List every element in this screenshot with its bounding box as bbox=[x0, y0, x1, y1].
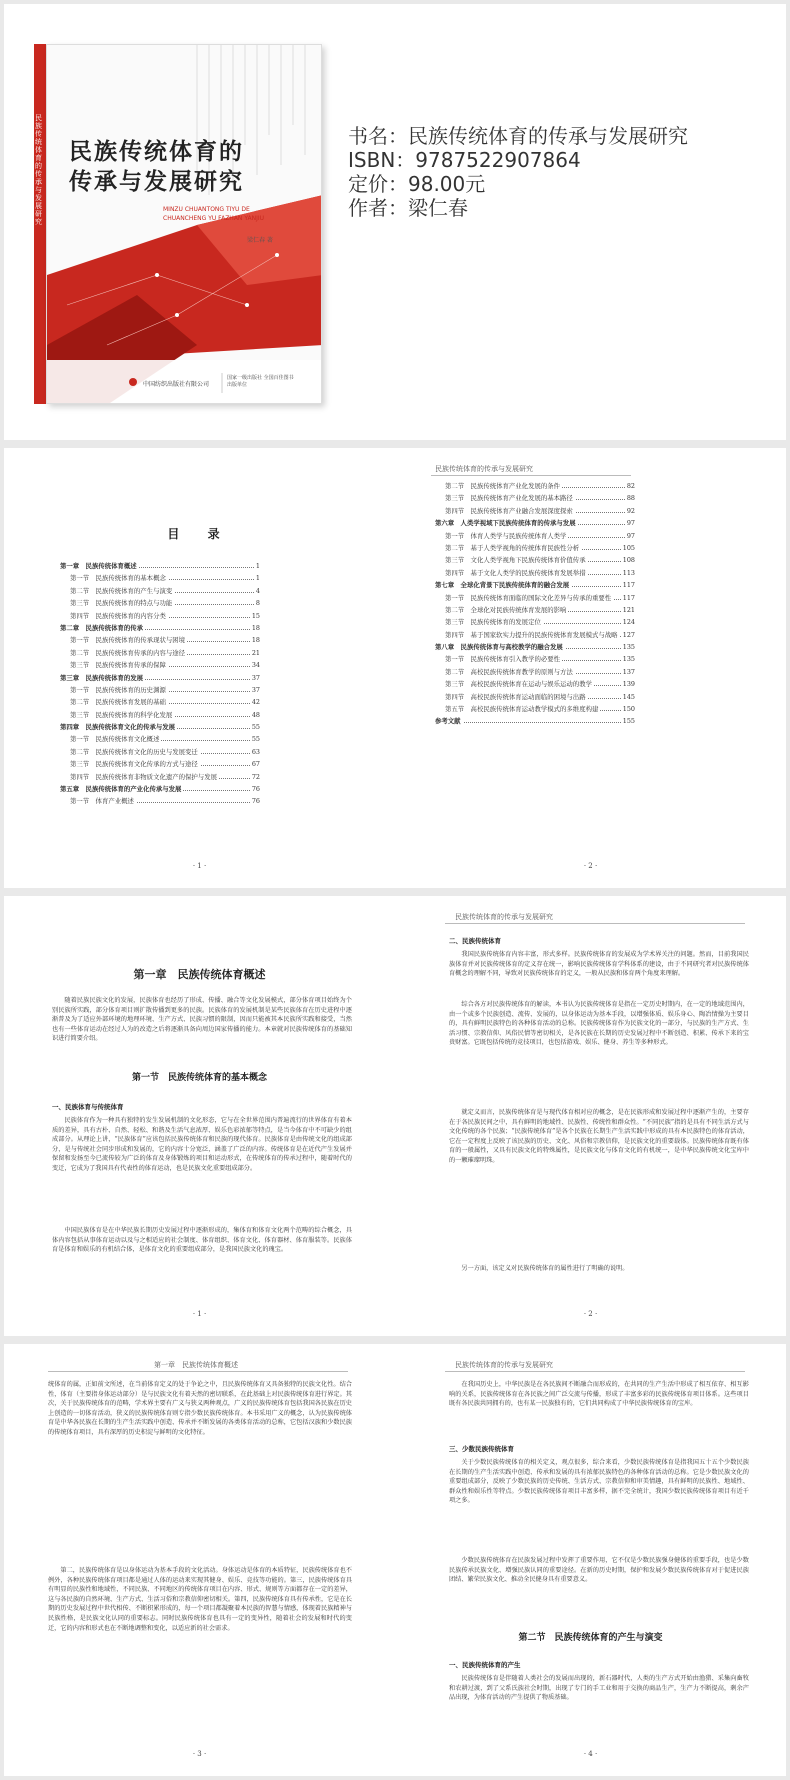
leader-dots bbox=[435, 722, 635, 723]
page-4 bbox=[395, 1344, 786, 1776]
page-1 bbox=[4, 896, 395, 1336]
toc-entry-page: 37 bbox=[250, 684, 260, 696]
toc-entry-label: 第一节 民族传统体育面临的国际文化差异与传承的重要性 bbox=[445, 592, 613, 604]
toc-entry-page: 88 bbox=[625, 492, 635, 504]
toc-section-entry bbox=[60, 758, 260, 770]
header-divider bbox=[431, 475, 631, 476]
subsection-title: 二、民族传统体育 bbox=[449, 937, 501, 945]
toc-entry-page: 55 bbox=[250, 721, 260, 733]
toc-section-entry bbox=[435, 629, 635, 641]
running-header: 第一章 民族传统体育概述 bbox=[154, 1361, 238, 1369]
toc-section-entry bbox=[435, 691, 635, 703]
paragraph: 第二，民族传统体育是以身体运动为基本手段的文化活动。身体运动是体育的本质特征，民族传统体育也不例外，各种民族传统体育项目都是通过人体的运动来实现其健身、娱乐、竞技等功能的。第三，民族传统体育具有明显的民族性和地域性，不同民族、不同地区的传统体育项目在内容、形式、规则等方面都存在一定的差异，这与各民族的自然环境、生产方式、生活习俗和宗教信仰密切相关。第四，民族传统体育具有传承性，它是在长期的历史发展过程中世代相传、不断积累形成的，每一个项目都凝聚着本民族的智慧与情感，体现着民族精神与民族性格，是民族文化认同的重要标志。同时民族传统体育也具有一定的变异性，随着社会的发展和时代的变迁，它的内容和形式也在不断地调整和变化，以适应新的社会需求。 bbox=[48, 1567, 352, 1632]
toc-section-entry bbox=[435, 480, 635, 492]
toc-entry-page: 82 bbox=[625, 480, 635, 492]
toc-entry-page: 139 bbox=[621, 678, 635, 690]
paragraph: 民族体育作为一种具有独特的发生发展机制的文化形态，它与在全世界范围内普遍流行的世界体育有着本质的差异，具有古朴、自然、轻松、和谐及生活气息浓厚、娱乐色彩浓郁等特点，是当今体育中不可缺少的组成部分。从理论上讲，“民族体育”应该包括民族传统体育和民族的现代体育。民族体育是由传统文化的组成部分，是与传统社会同步形成和发展的，它的内容十分宽泛，涵盖了广泛的内容。传统体育是在近代产生发展并保留和发扬至今已流传较为广泛的体育及身体锻炼的项目和运动形式，在传统体育的传承过程中，随着时代的变迁，它成为了我国具有代表性的体育运动，也是民族文化重要组成部分。 bbox=[52, 1117, 352, 1172]
toc-list-left bbox=[60, 560, 260, 808]
toc-chapter-entry bbox=[60, 721, 260, 733]
toc-entry-label: 第二节 民族传统体育产业化发展的条件 bbox=[445, 480, 562, 492]
toc-entry-label: 第五节 高校民族传统体育运动教学模式的多维度构建 bbox=[445, 703, 600, 715]
toc-entry-label: 第三节 民族传统体育的发展定位 bbox=[445, 616, 543, 628]
toc-entry-label: 第四节 基于国家软实力提升的民族传统体育发展模式与战略 bbox=[445, 629, 620, 641]
toc-entry-label: 第四节 民族传统体育产业融合发展深度探索 bbox=[445, 505, 575, 517]
toc-section-entry bbox=[60, 795, 260, 807]
toc-entry-page: 145 bbox=[621, 691, 635, 703]
toc-chapter-entry bbox=[435, 715, 635, 727]
paragraph: 我国民族传统体育内容丰富，形式多样。民族传统体育的发展成为学术界关注的问题。然而，目前我国民族体育并对民族传统体育的定义存在统一，影响民族传统体育学科体系的建设，由于不同研究者对民族传统体育概念的理解不同，导致对民族传统体育的定义，一般从民族和体育两个角度来理解。 bbox=[449, 951, 749, 978]
toc-entry-label: 第二节 民族传统体育的产生与演变 bbox=[70, 585, 174, 597]
toc-entry-page: 117 bbox=[621, 579, 635, 591]
section-title: 第一节 民族传统体育的基本概念 bbox=[131, 1073, 267, 1083]
cover-title: 民族传统体育的 传承与发展研究 bbox=[69, 138, 244, 195]
toc-section-entry bbox=[60, 634, 260, 646]
toc-chapter-entry bbox=[60, 783, 260, 795]
paragraph: 民族传统体育是伴随着人类社会的发展而出现的，新石器时代，人类的生产方式开始由渔猎、采集向畜牧和农耕过渡，到了父系氏族社会时期，出现了专门的手工业和用于交换的商品生产，生产力不断提高，剩余产品出现，为体育活动的产生提供了物质基础。 bbox=[449, 1675, 749, 1702]
toc-entry-label: 第三节 文化人类学视角下民族传统体育价值传承 bbox=[445, 554, 588, 566]
toc-entry-label: 第三节 民族传统体育的科学化发展 bbox=[70, 709, 174, 721]
toc-entry-page: 48 bbox=[250, 709, 260, 721]
subsection-title: 一、民族体育与传统体育 bbox=[52, 1103, 124, 1111]
toc-entry-page: 37 bbox=[250, 672, 260, 684]
toc-chapter-entry bbox=[60, 622, 260, 634]
toc-entry-label: 第一节 民族传统体育文化概述 bbox=[70, 733, 161, 745]
header-divider bbox=[445, 923, 745, 924]
book-author: 作者：梁仁春 bbox=[348, 196, 468, 220]
running-header: 民族传统体育的传承与发展研究 bbox=[455, 913, 553, 921]
subsection-title: 一、民族传统体育的产生 bbox=[449, 1661, 521, 1669]
toc-entry-label: 第一节 体育人类学与民族传统体育人类学 bbox=[445, 530, 568, 542]
toc-entry-label: 第四节 高校民族传统体育运动面临的困境与出路 bbox=[445, 691, 588, 703]
subsection-title: 三、少数民族传统体育 bbox=[449, 1445, 514, 1453]
toc-entry-page: 105 bbox=[621, 542, 635, 554]
toc-chapter-entry bbox=[435, 517, 635, 529]
toc-entry-page: 76 bbox=[250, 783, 260, 795]
page-3 bbox=[4, 1344, 395, 1776]
toc-section-entry bbox=[60, 746, 260, 758]
page-number: · 2 · bbox=[583, 1310, 598, 1318]
toc-section-entry bbox=[435, 542, 635, 554]
toc-entry-label: 第一节 体育产业概述 bbox=[70, 795, 136, 807]
toc-entry-label: 第二节 民族传统体育文化的历史与发展变迁 bbox=[70, 746, 200, 758]
toc-chapter-entry bbox=[60, 560, 260, 572]
toc-section-entry bbox=[60, 733, 260, 745]
toc-chapter-entry bbox=[435, 579, 635, 591]
paragraph: 另一方面，该定义对民族传统体育的属性进行了明确的说明。 bbox=[461, 1265, 629, 1272]
toc-entry-page: 150 bbox=[621, 703, 635, 715]
toc-entry-label: 第三节 民族传统体育产业化发展的基本路径 bbox=[445, 492, 575, 504]
toc-section-entry bbox=[435, 604, 635, 616]
toc-entry-page: 4 bbox=[254, 585, 260, 597]
header-divider bbox=[48, 1371, 348, 1372]
toc-entry-page: 8 bbox=[254, 597, 260, 609]
toc-entry-label: 第二节 高校民族传统体育教学的原则与方法 bbox=[445, 666, 575, 678]
book-cover bbox=[46, 44, 322, 404]
toc-chapter-entry bbox=[435, 641, 635, 653]
toc-section-entry bbox=[435, 492, 635, 504]
book-info bbox=[348, 124, 688, 220]
paragraph: 关于少数民族传统体育的相关定义，观点很多，综合来看，少数民族传统体育是指我国五十五个少数民族在长期的生产生活实践中创造、传承和发展的具有浓郁民族特色的各种体育活动的总称。它是少数民族文化的重要组成部分，反映了少数民族的历史传统、生活方式、宗教信仰和审美情趣，具有鲜明的民族性、地域性、群众性和娱乐性等特点。少数民族传统体育项目丰富多样，据不完全统计，我国少数民族传统体育项目有近千项之多。 bbox=[449, 1459, 749, 1505]
toc-entry-label: 第二节 民族传统体育传承的内容与途径 bbox=[70, 647, 187, 659]
toc-entry-page: 135 bbox=[621, 641, 635, 653]
page-number: · 1 · bbox=[192, 862, 207, 870]
toc-entry-page: 21 bbox=[250, 647, 260, 659]
toc-entry-page: 63 bbox=[250, 746, 260, 758]
chapter-title: 第一章 民族传统体育概述 bbox=[133, 968, 266, 981]
toc-chapter-entry bbox=[60, 672, 260, 684]
header-divider bbox=[445, 1371, 745, 1372]
toc-entry-page: 34 bbox=[250, 659, 260, 671]
book-title: 书名：民族传统体育的传承与发展研究 bbox=[348, 124, 688, 148]
book-cover-panel bbox=[4, 4, 786, 440]
publisher-name: 中国纺织出版社有限公司 bbox=[143, 381, 210, 388]
toc-entry-page: 92 bbox=[625, 505, 635, 517]
book-spine bbox=[34, 44, 46, 404]
toc-section-entry bbox=[60, 572, 260, 584]
toc-section-entry bbox=[435, 505, 635, 517]
toc-page-left bbox=[4, 448, 395, 888]
toc-section-entry bbox=[60, 659, 260, 671]
toc-entry-page: 18 bbox=[250, 622, 260, 634]
toc-entry-label: 第三节 高校民族传统体育在运动与娱乐运动的教学 bbox=[445, 678, 594, 690]
toc-entry-page: 72 bbox=[250, 771, 260, 783]
toc-entry-page: 55 bbox=[250, 733, 260, 745]
toc-entry-page: 97 bbox=[625, 530, 635, 542]
toc-entry-label: 第三节 民族传统体育文化传承的方式与途径 bbox=[70, 758, 200, 770]
toc-entry-page: 137 bbox=[621, 666, 635, 678]
book-isbn: ISBN：9787522907864 bbox=[348, 148, 581, 172]
paragraph: 综合各方对民族传统体育的解读，本书认为民族传统体育是指在一定历史时期内，在一定的地域范围内，由一个或多个民族创造、流传、发展的，以身体运动为基本手段，以增强体质、娱乐身心、陶冶情操为主要目的，具有鲜明民族特色的各种体育活动的总称。民族传统体育作为民族文化的一部分，与民族的生产方式、生活习惯、宗教信仰、风俗民情等密切相关，是各民族在长期的历史发展过程中不断创造、积累、传承下来的宝贵财富。它既包括传统的竞技项目，也包括游戏、娱乐、健身、养生等多种形式。 bbox=[449, 1001, 749, 1047]
toc-entry-page: 1 bbox=[254, 572, 260, 584]
publisher-series: 国家一级出版社 全国百佳图书出版单位 bbox=[227, 375, 294, 388]
toc-entry-label: 第一节 民族传统体育的基本概念 bbox=[70, 572, 168, 584]
toc-entry-page: 42 bbox=[250, 696, 260, 708]
toc-entry-label: 第一节 民族传统体育的历史渊源 bbox=[70, 684, 168, 696]
page-number: · 2 · bbox=[583, 862, 598, 870]
toc-section-entry bbox=[435, 653, 635, 665]
toc-entry-label: 第一节 民族传统体育的传承现状与困境 bbox=[70, 634, 187, 646]
cover-art bbox=[47, 45, 322, 404]
paragraph: 在我国历史上，中华民族是在各民族间不断融合而形成的，在共同的生产生活中形成了相互依存、相互影响的关系，民族传统体育在各民族之间广泛交流与传播，形成了丰富多彩的民族传统体育项目体系。这些项目既有各民族共同拥有的，也有某一民族独有的，它们共同构成了中华民族传统体育的宝库。 bbox=[449, 1381, 749, 1408]
spine-title: 民族传统体育的传承与发展研究 bbox=[35, 114, 42, 226]
toc-section-entry bbox=[435, 554, 635, 566]
page-2 bbox=[395, 896, 786, 1336]
toc-entry-label: 第四节 基于文化人类学的民族传统体育发展举措 bbox=[445, 567, 588, 579]
running-header: 民族传统体育的传承与发展研究 bbox=[455, 1361, 553, 1369]
toc-section-entry bbox=[60, 610, 260, 622]
toc-entry-label: 第六章 人类学视域下民族传统体育的传承与发展 bbox=[435, 517, 578, 529]
toc-entry-label: 第四节 民族传统体育的内容分类 bbox=[70, 610, 168, 622]
toc-entry-label: 第二章 民族传统体育的传承 bbox=[60, 622, 145, 634]
page-number: · 4 · bbox=[583, 1750, 598, 1758]
toc-entry-label: 第二节 民族传统体育发展的基础 bbox=[70, 696, 168, 708]
toc-entry-page: 121 bbox=[621, 604, 635, 616]
toc-heading: 目 录 bbox=[167, 527, 232, 541]
toc-section-entry bbox=[60, 597, 260, 609]
toc-entry-page: 1 bbox=[254, 560, 260, 572]
page-number: · 3 · bbox=[192, 1750, 207, 1758]
toc-entry-page: 76 bbox=[250, 795, 260, 807]
toc-entry-page: 113 bbox=[621, 567, 635, 579]
book-price: 定价：98.00元 bbox=[348, 172, 486, 196]
cover-pinyin: MINZU CHUANTONG TIYU DE CHUANCHENG YU FAZHAN YANJIU bbox=[163, 206, 265, 222]
toc-entry-label: 第二节 全球化对民族传统体育发展的影响 bbox=[445, 604, 568, 616]
paragraph: 中国民族体育是在中华民族长期历史发展过程中逐渐形成的，集体育和体育文化两个范畴的综合概念，具体内容包括从事体育运动以及与之相适应的社会制度、体育组织、体育文化、体育器材、体育服装等。民族体育是体育和娱乐的有机结合体，是体育文化的重要组成部分，是我国民族文化的瑰宝。 bbox=[52, 1227, 352, 1254]
toc-list-right bbox=[435, 480, 635, 728]
toc-entry-label: 第一章 民族传统体育概述 bbox=[60, 560, 139, 572]
toc-entry-label: 第七章 全球化背景下民族传统体育的融合发展 bbox=[435, 579, 571, 591]
toc-section-entry bbox=[60, 771, 260, 783]
chapter1-spread-2 bbox=[4, 1344, 786, 1776]
toc-entry-label: 第三节 民族传统体育传承的保障 bbox=[70, 659, 168, 671]
toc-entry-page: 117 bbox=[621, 592, 635, 604]
toc-section-entry bbox=[435, 666, 635, 678]
toc-entry-page: 108 bbox=[621, 554, 635, 566]
toc-section-entry bbox=[60, 696, 260, 708]
toc-entry-page: 127 bbox=[621, 629, 635, 641]
toc-entry-label: 第一节 民族传统体育引入教学的必要性 bbox=[445, 653, 562, 665]
toc-entry-label: 第四章 民族传统体育文化的传承与发展 bbox=[60, 721, 177, 733]
toc-entry-label: 第三章 民族传统体育的发展 bbox=[60, 672, 145, 684]
toc-section-entry bbox=[435, 703, 635, 715]
toc-entry-page: 155 bbox=[621, 715, 635, 727]
section-title: 第二节 民族传统体育的产生与演变 bbox=[518, 1633, 663, 1643]
toc-section-entry bbox=[435, 678, 635, 690]
toc-entry-page: 67 bbox=[250, 758, 260, 770]
toc-entry-page: 18 bbox=[250, 634, 260, 646]
toc-section-entry bbox=[435, 530, 635, 542]
toc-entry-page: 135 bbox=[621, 653, 635, 665]
toc-section-entry bbox=[60, 585, 260, 597]
toc-entry-label: 第四节 民族传统体育非物质文化遗产的保护与发展 bbox=[70, 771, 219, 783]
page-number: · 1 · bbox=[192, 1310, 207, 1318]
toc-section-entry bbox=[435, 567, 635, 579]
toc-entry-label: 第八章 民族传统体育与高校教学的融合发展 bbox=[435, 641, 565, 653]
cover-author: 梁仁春 著 bbox=[247, 237, 273, 244]
paragraph: 统体育的属，正如前文所述，在当前体育定义的处于争论之中，且民族传统体育又具备独特的民族文化性。结合性，体育（主要指身体运动部分）是与民族文化有着天然的密切联系，在此基础上对民族传统体育进行界定。其次，关于民族传统体育的范畴，学术界主要有广义与狭义两种观点，广义的民族传统体育包括我国各民族在历史上创造的一切体育活动，狭义的民族传统体育则专指少数民族传统体育。本书采用广义的概念，认为民族传统体育是中华各民族在长期的生产生活实践中创造、传承并不断发展的各类体育活动的总称，它包括汉族和少数民族的传统体育项目，具有深厚的历史积淀与鲜明的文化特征。 bbox=[48, 1381, 352, 1436]
chapter1-spread bbox=[4, 896, 786, 1336]
toc-entry-label: 参考文献 bbox=[435, 715, 463, 727]
toc-entry-page: 15 bbox=[250, 610, 260, 622]
chapter-intro: 随着民族民族文化的发展，民族体育也经历了形成、传播、融合等文化发展模式，部分体育项目始终为个别民族所实践，部分体育项目则扩散传播到更多的民族。民族体育的发展机制是某些民族体育在历史进程中逐渐普及为了适应外部环境的地理环境、生产方式、民族习惯的限制，因而只能被其本民族所实践和接受，当然也有一些体育运动在经过人为的改造之后将逐渐具备向周边国家传播的能力。本章就对民族传统体育的基础知识进行简要介绍。 bbox=[52, 997, 352, 1043]
toc-page-right bbox=[395, 448, 786, 888]
toc-section-entry bbox=[60, 647, 260, 659]
toc-entry-label: 第五章 民族传统体育的产业化传承与发展 bbox=[60, 783, 183, 795]
toc-entry-page: 124 bbox=[621, 616, 635, 628]
toc-section-entry bbox=[60, 709, 260, 721]
toc-section-entry bbox=[60, 684, 260, 696]
running-header: 民族传统体育的传承与发展研究 bbox=[435, 465, 533, 473]
paragraph: 少数民族传统体育在民族发展过程中发挥了重要作用，它不仅是少数民族强身健体的重要手段，也是少数民族传承民族文化、增强民族认同的重要途径。在新的历史时期，保护和发展少数民族传统体育对于促进民族团结、繁荣民族文化、推动全民健身具有重要意义。 bbox=[449, 1557, 749, 1584]
toc-entry-page: 97 bbox=[625, 517, 635, 529]
toc-section-entry bbox=[435, 616, 635, 628]
toc-section-entry bbox=[435, 592, 635, 604]
toc-entry-label: 第三节 民族传统体育的特点与功能 bbox=[70, 597, 174, 609]
toc-entry-label: 第二节 基于人类学视角的传统体育民族性分析 bbox=[445, 542, 581, 554]
toc-spread bbox=[4, 448, 786, 888]
paragraph: 就定义而言，民族传统体育是与现代体育相对应的概念，是在民族形成和发展过程中逐渐产生的，主要存在于各民族民间之中，具有鲜明的地域性、民族性、传统性和群众性。“不同民族”指的是具有不同生活方式与文化传统的各个民族；“民族传统体育”是各个民族在长期生产生活实践中形成的具有本民族特色的体育活动，它在一定程度上反映了该民族的历史、文化、风俗和宗教信仰，是民族文化的重要载体。民族传统体育既有体育的一般属性，又具有民族文化的特殊属性，是民族文化与体育文化的有机统一，是中华民族传统文化宝库中的一颗璀璨明珠。 bbox=[449, 1109, 749, 1164]
